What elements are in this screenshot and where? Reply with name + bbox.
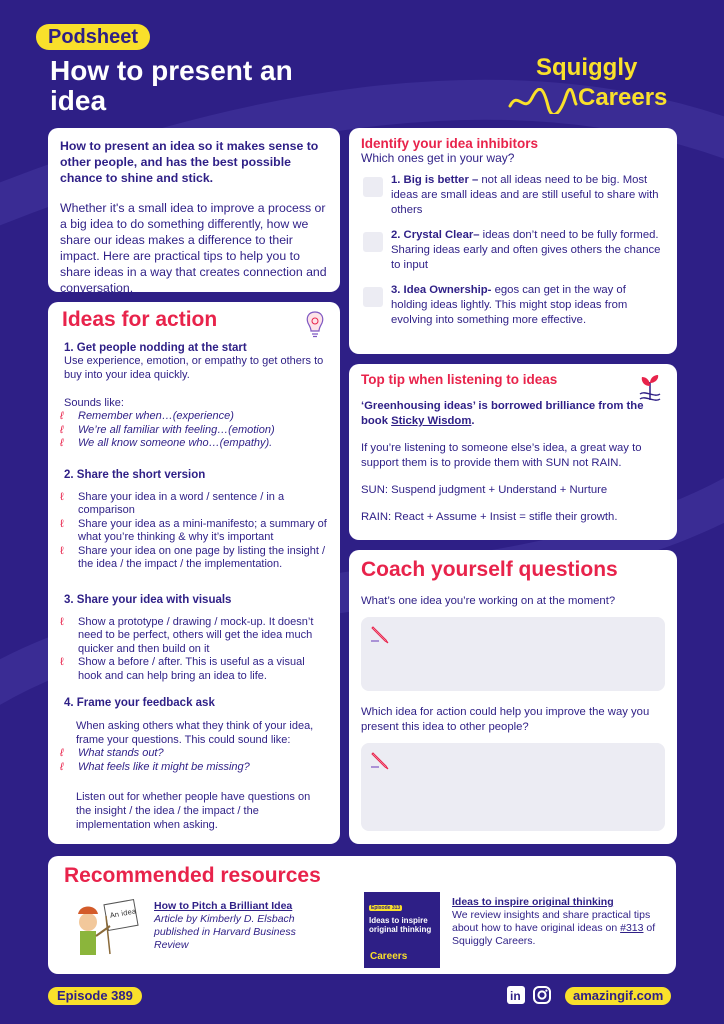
website-link[interactable]: amazingif.com xyxy=(565,987,671,1005)
intro-lead: How to present an idea so it makes sense to other people, and has the best possible chance to shine and stick. xyxy=(60,139,319,185)
squiggle-bullet-icon: ℓ xyxy=(60,437,64,449)
bullet-text: Share your idea as a mini-manifesto; a summary of what you’re thinking & why it’s important xyxy=(78,517,327,543)
resource-2-desc xyxy=(452,909,662,948)
intro-card xyxy=(48,128,340,295)
question-1: What’s one idea you’re working on at the moment? xyxy=(361,595,616,607)
squiggle-bullet-icon: ℓ xyxy=(60,615,64,628)
pencil-icon xyxy=(369,749,391,771)
list-item xyxy=(60,491,328,518)
step2-title: 2. Share the short version xyxy=(64,468,206,481)
ideas-heading: Ideas for action xyxy=(62,308,218,331)
squiggle-bullet-icon: ℓ xyxy=(60,656,64,668)
cover-episode-label: Episode 313 xyxy=(371,905,401,911)
logo-text-careers: Careers xyxy=(578,84,668,111)
logo-text-squiggly: Squiggly xyxy=(536,54,638,81)
inhibitor-item xyxy=(361,283,665,328)
tip-lead-text: ‘Greenhousing ideas’ is borrowed brilliance from the book xyxy=(361,400,644,427)
answer-box-1[interactable] xyxy=(361,617,665,691)
tip-lead-end: . xyxy=(471,415,475,427)
inhibitor-item xyxy=(361,173,665,218)
bullet-text: Remember when…(experience) xyxy=(78,410,234,422)
instagram-icon[interactable] xyxy=(533,986,551,1004)
step3-title: 3. Share your idea with visuals xyxy=(64,593,232,606)
list-item xyxy=(60,410,328,424)
inhibitors-subheading: Which ones get in your way? xyxy=(361,151,515,165)
inhibitors-heading: Identify your idea inhibitors xyxy=(361,136,539,151)
list-item xyxy=(60,424,328,438)
idea-inhibitors-card xyxy=(349,128,677,354)
squiggly-careers-logo xyxy=(508,54,688,114)
intro-body: Whether it's a small idea to improve a process or a big idea to do something differently, how we share our ideas makes a difference to their impact. Here are practical tips to help you to share ideas in a way that creates connection and conversation. xyxy=(60,201,327,295)
sign-text: An idea xyxy=(109,907,137,920)
list-item xyxy=(60,437,328,451)
step4-title: 4. Frame your feedback ask xyxy=(64,697,215,709)
squiggle-bullet-icon: ℓ xyxy=(60,423,64,436)
bullet-text: We’re all familiar with feeling…(emotion) xyxy=(78,423,275,436)
step1-title: 1. Get people nodding at the start xyxy=(64,342,247,354)
coach-heading: Coach yourself questions xyxy=(361,558,618,581)
pencil-icon xyxy=(369,623,391,645)
page-title: How to present an idea xyxy=(50,55,293,116)
resource-item-2 xyxy=(452,896,662,948)
list-item xyxy=(60,616,328,657)
resource-1-title[interactable]: How to Pitch a Brilliant Idea xyxy=(154,900,293,912)
bullet-text: Share your idea in a word / sentence / in a comparison xyxy=(78,490,285,516)
list-item xyxy=(60,761,328,775)
squiggle-bullet-icon: ℓ xyxy=(60,490,64,503)
resource-2-desc-text: We review insights and share practical tips about how to have original ideas on xyxy=(452,909,651,934)
inhibitor-label: 1. Big is better – xyxy=(391,174,479,186)
checkbox[interactable] xyxy=(363,177,383,197)
recommended-resources-card xyxy=(48,856,676,974)
bullet-text: What feels like it might be missing? xyxy=(78,760,250,773)
bullet-text: Show a prototype / drawing / mock-up. It doesn’t need to be perfect, others will get the idea much quicker and then build on it xyxy=(78,615,314,655)
episode-link[interactable]: #313 xyxy=(620,922,644,934)
inhibitor-text: not all ideas need to be big. Most ideas are small ideas and are still useful to share with others xyxy=(391,174,659,216)
bullet-text: We all know someone who…(empathy). xyxy=(78,437,273,449)
resource-2-title[interactable]: Ideas to inspire original thinking xyxy=(452,896,614,908)
linkedin-icon[interactable] xyxy=(507,986,525,1004)
answer-box-2[interactable] xyxy=(361,743,665,831)
checkbox[interactable] xyxy=(363,287,383,307)
inhibitor-text: ideas don’t need to be fully formed. Sharing ideas early and often gives others the chance to input xyxy=(391,229,661,271)
coach-yourself-card xyxy=(349,550,677,844)
tip-p1: If you’re listening to someone else’s idea, a great way to support them is to provide them with SUN not RAIN. xyxy=(361,442,642,469)
inhibitor-label: 3. Idea Ownership- xyxy=(391,284,492,296)
tip-rain: RAIN: React + Assume + Insist = stifle their growth. xyxy=(361,511,618,523)
tip-lead xyxy=(361,399,665,429)
step4-outro: Listen out for whether people have questions on the insight / the idea / the impact / the implementation when asking. xyxy=(76,791,311,831)
lightbulb-icon xyxy=(304,310,326,338)
sprout-icon xyxy=(637,372,663,402)
tip-sun: SUN: Suspend judgment + Understand + Nurture xyxy=(361,484,608,496)
bullet-text: What stands out? xyxy=(78,747,164,759)
inhibitor-item xyxy=(361,228,665,273)
book-link[interactable]: Sticky Wisdom xyxy=(391,415,472,427)
squiggle-bullet-icon: ℓ xyxy=(60,747,64,759)
list-item xyxy=(60,747,328,761)
resource-item-1 xyxy=(154,900,314,952)
squiggle-bullet-icon: ℓ xyxy=(60,517,64,530)
cover-brand: Careers xyxy=(370,951,408,962)
list-item xyxy=(60,545,328,572)
inhibitor-label: 2. Crystal Clear– xyxy=(391,229,480,241)
linkedin-text: in xyxy=(510,989,521,1003)
bullet-text: Share your idea on one page by listing the insight / the idea / the impact / the implementation. xyxy=(78,544,326,570)
episode-cover[interactable] xyxy=(364,892,440,968)
resources-heading: Recommended resources xyxy=(64,864,321,887)
squiggle-icon xyxy=(508,88,578,114)
list-item xyxy=(60,518,328,545)
resource-1-desc: Article by Kimberly D. Elsbach published in Harvard Business Review xyxy=(154,913,296,951)
top-tip-card xyxy=(349,364,677,540)
step1-text: Use experience, emotion, or empathy to get others to buy into your idea quickly. xyxy=(64,355,324,381)
tip-heading: Top tip when listening to ideas xyxy=(361,372,558,387)
checkbox[interactable] xyxy=(363,232,383,252)
sounds-like-label: Sounds like: xyxy=(64,397,124,409)
inhibitor-text: egos can get in the way of holding ideas lightly. This might stop ideas from evolving into something more effective. xyxy=(391,284,628,326)
ideas-for-action-card xyxy=(48,302,340,844)
resource-2-desc-end: of Squiggly Careers. xyxy=(452,922,656,947)
squiggle-bullet-icon: ℓ xyxy=(60,410,64,422)
bullet-text: Show a before / after. This is useful as a visual hook and can help bring an idea to life. xyxy=(78,656,305,682)
squiggle-bullet-icon: ℓ xyxy=(60,544,64,557)
question-2: Which idea for action could help you improve the way you present this idea to other people? xyxy=(361,706,650,733)
cover-title: Ideas to inspire original thinking xyxy=(369,916,432,934)
pitch-illustration xyxy=(66,896,142,962)
podsheet-badge: Podsheet xyxy=(36,24,150,50)
step4-text: When asking others what they think of your idea, frame your questions. This could sound like: xyxy=(76,720,314,746)
squiggle-bullet-icon: ℓ xyxy=(60,760,64,773)
list-item xyxy=(60,656,328,683)
episode-badge: Episode 389 xyxy=(48,987,142,1005)
